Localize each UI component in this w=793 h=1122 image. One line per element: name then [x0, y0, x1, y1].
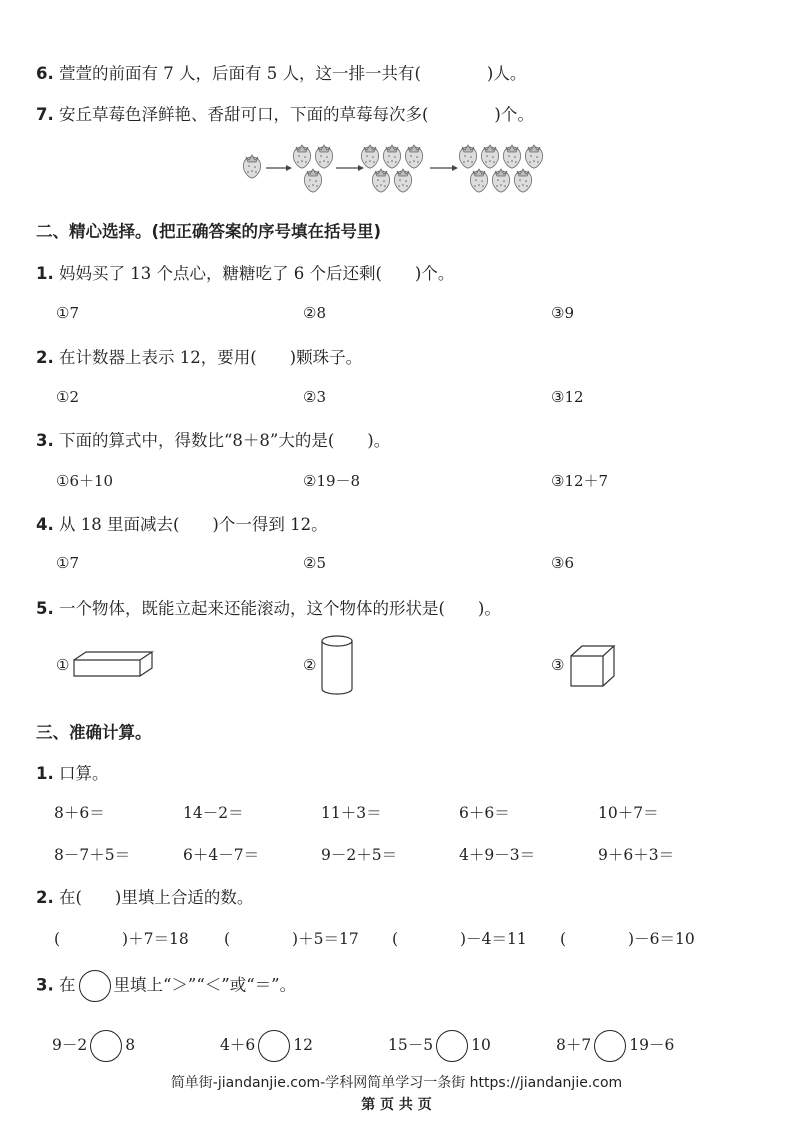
expression: 4＋9－3＝: [459, 846, 536, 864]
option-1: ①2: [56, 388, 79, 406]
option-2: ②: [303, 656, 317, 674]
cylinder-icon: [320, 634, 354, 696]
option-1: ①7: [56, 554, 79, 572]
cuboid-icon: [72, 650, 154, 678]
compare-right: 10: [471, 1036, 491, 1054]
question-number: 1.: [36, 764, 54, 783]
option-1: ①7: [56, 304, 79, 322]
question-text: 下面的算式中，得数比“8＋8”大的是( )。: [59, 431, 391, 450]
compare-right: 8: [125, 1036, 136, 1054]
expression: 9－2＋5＝: [321, 846, 398, 864]
choice-question-1: [36, 260, 454, 284]
footer-watermark: 简单街-jiandanjie.com-学科网简单学习一条街 https://jiandanjie.com: [170, 1075, 623, 1091]
question-number: 2.: [36, 348, 54, 367]
question-number: 5.: [36, 599, 54, 618]
expression: 8－7＋5＝: [54, 846, 131, 864]
question-text: 在计数器上表示 12，要用( )颗珠子。: [59, 348, 363, 367]
question-text: 安丘草莓色泽鲜艳、香甜可口，下面的草莓每次多( )个。: [59, 105, 534, 124]
option-3: ③12＋7: [551, 472, 609, 490]
page-number: 第 页 共 页: [361, 1097, 432, 1113]
question-text: 在( )里填上合适的数。: [59, 888, 254, 907]
fill-blank-expression: ( )－6＝10: [560, 930, 695, 948]
cube-icon: [568, 644, 618, 688]
fill-blank-expression: ( )＋7＝18: [54, 930, 189, 948]
option-1: ①: [56, 656, 70, 674]
expression: 10＋7＝: [598, 804, 659, 822]
fill-blank-expression: ( )＋5＝17: [224, 930, 359, 948]
choice-question-2: [36, 344, 362, 368]
question-number: 6.: [36, 64, 54, 83]
section-title-choice: 二、精心选择。(把正确答案的序号填在括号里): [36, 222, 382, 241]
compare-left: 8＋7: [556, 1036, 592, 1054]
question-text: 妈妈买了 13 个点心，糖糖吃了 6 个后还剩( )个。: [59, 264, 455, 283]
question-6: [36, 60, 526, 84]
expression: 9＋6＋3＝: [598, 846, 675, 864]
option-3: ③12: [551, 388, 584, 406]
compare-right: 19－6: [629, 1036, 675, 1054]
option-1: ①6＋10: [56, 472, 114, 490]
compare-circle[interactable]: [436, 1030, 468, 1062]
option-2: ②3: [303, 388, 326, 406]
compare-item: [556, 1030, 674, 1062]
question-text: 萱萱的前面有 7 人，后面有 5 人，这一排一共有( )人。: [59, 64, 527, 83]
calc-part-3: [36, 970, 296, 1002]
compare-left: 9－2: [52, 1036, 88, 1054]
compare-circle[interactable]: [258, 1030, 290, 1062]
compare-item: [52, 1030, 135, 1062]
choice-question-4: [36, 511, 328, 535]
compare-left: 15－5: [388, 1036, 434, 1054]
option-3: ③9: [551, 304, 574, 322]
question-7: [36, 101, 534, 125]
question-text-before: 在: [59, 975, 76, 995]
compare-item: [388, 1030, 491, 1062]
question-text-after: 里填上“＞”“＜”或“＝”。: [113, 975, 297, 995]
question-number: 2.: [36, 888, 54, 907]
compare-left: 4＋6: [220, 1036, 256, 1054]
fill-blank-expression: ( )－4＝11: [392, 930, 527, 948]
option-3: ③6: [551, 554, 574, 572]
question-text: 从 18 里面减去( )个一得到 12。: [59, 515, 328, 534]
compare-right: 12: [293, 1036, 313, 1054]
choice-question-5: [36, 595, 501, 619]
option-2: ②19－8: [303, 472, 361, 490]
expression: 6＋4－7＝: [183, 846, 260, 864]
question-number: 7.: [36, 105, 54, 124]
compare-item: [220, 1030, 313, 1062]
option-3: ③: [551, 656, 565, 674]
calc-part-2: [36, 884, 253, 908]
expression: 14－2＝: [183, 804, 244, 822]
compare-circle[interactable]: [594, 1030, 626, 1062]
expression: 8＋6＝: [54, 804, 105, 822]
expression: 6＋6＝: [459, 804, 510, 822]
question-text: 口算。: [59, 764, 109, 783]
choice-question-3: [36, 427, 390, 451]
section-title-calc: 三、准确计算。: [36, 723, 152, 742]
question-number: 3.: [36, 975, 54, 995]
question-number: 4.: [36, 515, 54, 534]
expression: 11＋3＝: [321, 804, 382, 822]
answer-circle: [79, 970, 111, 1002]
compare-circle[interactable]: [90, 1030, 122, 1062]
question-text: 一个物体，既能立起来还能滚动，这个物体的形状是( )。: [59, 599, 501, 618]
option-2: ②5: [303, 554, 326, 572]
option-2: ②8: [303, 304, 326, 322]
strawberry-sequence-illustration: [230, 138, 560, 200]
question-number: 1.: [36, 264, 54, 283]
calc-part-1: [36, 760, 109, 784]
question-number: 3.: [36, 431, 54, 450]
